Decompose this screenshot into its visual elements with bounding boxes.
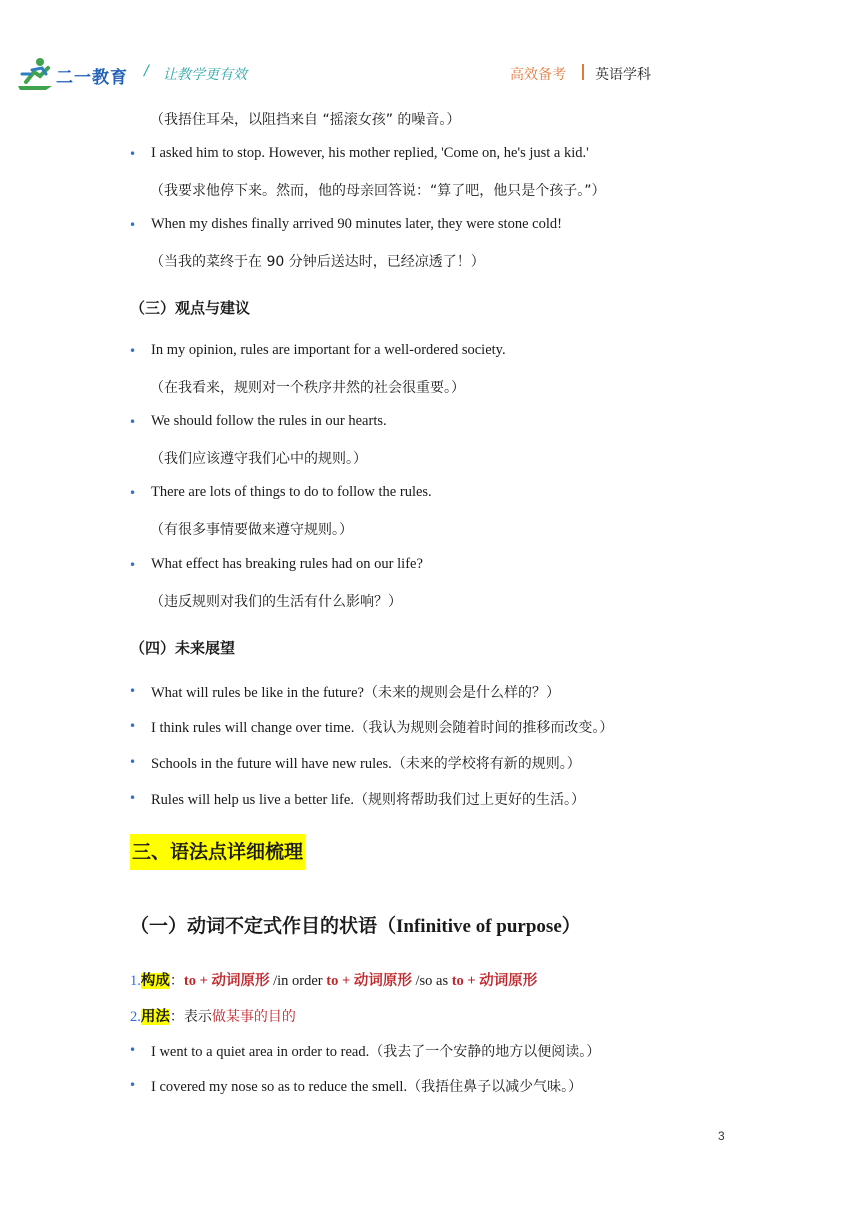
translation-inline: （我捂住鼻子以减少气味。）	[407, 1079, 583, 1095]
translation-inline: （规则将帮助我们过上更好的生活。）	[353, 792, 585, 808]
example-line	[151, 682, 560, 702]
example-sentence: What will rules be like in the future?	[151, 685, 364, 701]
usage-label: 用法	[140, 1009, 170, 1025]
example-line	[151, 789, 585, 809]
usage-text: 表示	[183, 1009, 212, 1025]
translation-line: （在我看来，规则对一个秩序井然的社会很重要。）	[150, 380, 465, 396]
example-sentence: Rules will help us live a better life.	[151, 792, 354, 808]
translation-line: （当我的菜终于在 90 分钟后送达时，已经凉透了！）	[150, 254, 485, 270]
bullet-icon: •	[129, 344, 137, 358]
grammar-subheading	[130, 911, 581, 938]
page-header	[0, 0, 860, 100]
subheading-zh: （一）动词不定式作目的状语（	[130, 915, 397, 937]
form-colon: ：	[169, 973, 184, 989]
bullet-icon: •	[129, 558, 137, 572]
example-line	[151, 753, 581, 773]
translation-inline: （我去了一个安静的地方以便阅读。）	[369, 1044, 601, 1060]
subheading-en: Infinitive of purpose	[396, 916, 562, 937]
form-separator: /so as	[411, 973, 452, 989]
bullet-icon: •	[129, 415, 137, 429]
example-line	[151, 1041, 600, 1061]
translation-line: （我们应该遵守我们心中的规则。）	[150, 451, 367, 467]
example-sentence: We should follow the rules in our hearts.	[151, 413, 387, 429]
grammar-form-line	[130, 969, 537, 990]
form-pattern: to + 动词原形	[183, 973, 270, 989]
header-right-label: 高效备考	[510, 67, 566, 83]
translation-line: （违反规则对我们的生活有什么影响？）	[150, 594, 402, 610]
example-sentence: I asked him to stop. However, his mother replied, 'Come on, he's just a kid.'	[151, 145, 589, 161]
bullet-icon: •	[129, 1043, 137, 1057]
example-sentence: I covered my nose so as to reduce the smell.	[151, 1079, 408, 1095]
subheading-end: ）	[561, 915, 581, 937]
translation-line: （我捂住耳朵，以阻挡来自 “摇滚女孩” 的噪音。）	[150, 112, 461, 128]
usage-highlight: 做某事的目的	[211, 1009, 296, 1025]
section-heading-future: （四）未来展望	[130, 639, 236, 657]
translation-inline: （未来的学校将有新的规则。）	[391, 756, 581, 772]
example-sentence: When my dishes finally arrived 90 minutes later, they were stone cold!	[151, 216, 562, 232]
form-separator: /in order	[269, 973, 327, 989]
bullet-icon: •	[129, 1078, 137, 1092]
example-sentence: I went to a quiet area in order to read.	[151, 1044, 370, 1060]
bullet-icon: •	[129, 486, 137, 500]
example-sentence: In my opinion, rules are important for a well-ordered society.	[151, 342, 506, 358]
translation-inline: （我认为规则会随着时间的推移而改变。）	[354, 720, 614, 736]
bullet-icon: •	[129, 218, 137, 232]
translation-line: （有很多事情要做来遵守规则。）	[150, 522, 353, 538]
usage-colon: ：	[169, 1009, 184, 1025]
translation-line: （我要求他停下来。然而，他的母亲回答说：“算了吧，他只是个孩子。”）	[150, 183, 606, 199]
form-pattern: to + 动词原形	[451, 973, 538, 989]
form-number: 1.	[130, 973, 141, 989]
header-subject: 英语学科	[595, 67, 651, 83]
bullet-icon: •	[129, 719, 137, 733]
section-heading-opinion: （三）观点与建议	[130, 299, 251, 317]
usage-number: 2.	[130, 1009, 141, 1025]
logo-text: 二一教育	[56, 68, 128, 88]
form-label: 构成	[140, 973, 170, 989]
example-line	[151, 717, 613, 737]
example-sentence: Schools in the future will have new rules.	[151, 756, 392, 772]
slogan-separator: /	[144, 63, 149, 79]
bullet-icon: •	[129, 791, 137, 805]
grammar-section-heading: 三、语法点详细梳理	[130, 834, 305, 870]
example-sentence: I think rules will change over time.	[151, 720, 355, 736]
header-divider	[582, 64, 584, 80]
bullet-icon: •	[129, 684, 137, 698]
form-pattern: to + 动词原形	[326, 973, 412, 989]
page-number: 3	[718, 1129, 725, 1143]
example-sentence: What effect has breaking rules had on our life?	[151, 556, 423, 572]
slogan: 让教学更有效	[163, 67, 247, 83]
grammar-usage-line	[130, 1005, 296, 1026]
example-sentence: There are lots of things to do to follow the rules.	[151, 484, 432, 500]
translation-inline: （未来的规则会是什么样的？）	[364, 685, 560, 701]
bullet-icon: •	[129, 755, 137, 769]
bullet-icon: •	[129, 147, 137, 161]
example-line	[151, 1076, 582, 1096]
